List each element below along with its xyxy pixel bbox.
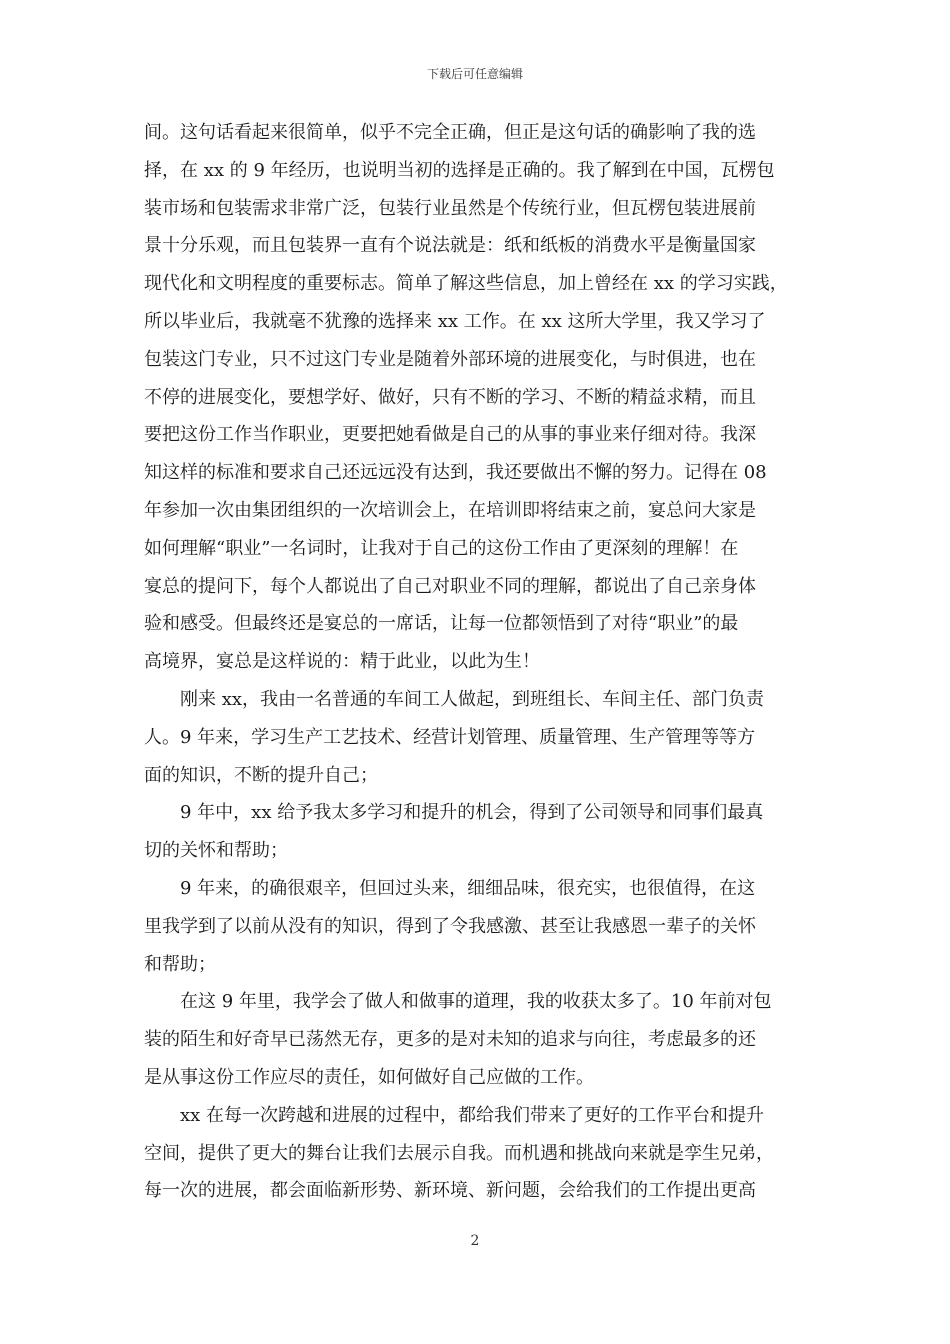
page-number: 2 bbox=[470, 1233, 480, 1249]
paragraph: 在这 9 年里，我学会了做人和做事的道理，我的收获太多了。10 年前对包 装的陌生和好奇早已荡然无存，更多的是对未知的追求与向往，考虑最多的还 是从事这份工作应尽的责任，如何做好自己应做的工作。 bbox=[144, 991, 772, 1088]
page-header: 下载后可任意编辑 bbox=[426, 67, 523, 81]
paragraph: 刚来 xx，我由一名普通的车间工人做起，到班组长、车间主任、部门负责 人。9 年来，学习生产工艺技术、经营计划管理、质量管理、生产管理等等方 面的知识，不断的提升自己； bbox=[144, 688, 765, 786]
document-body bbox=[144, 114, 808, 1210]
paragraph: 间。这句话看起来很简单，似乎不完全正确，但正是这句话的确影响了我的选 择，在 xx 的 9 年经历，也说明当初的选择是正确的。我了解到在中国，瓦楞包 装市场和包装需求非常广泛，包装行业虽然是个传统行业，但瓦楞包装进展前 景十分乐观，而且包装界一直有个说法就是：纸和纸板的消费水平是衡量国家 现代化和文明程度的重要标志。简单了解这些信息，加上曾经在 xx 的学习实践， 所以毕业后，我就毫不犹豫的选择来 xx 工作。在 xx 这所大学里，我又学习了 包装这门专业，只不过这门专业是随着外部环境的进展变化，与时俱进，也在 不停的进展变化，要想学好、做好，只有不断的学习、不断的精益求精，而且 要把这份工作当作职业，更要把她看做是自己的从事的事业来仔细对待。我深 知这样的标准和要求自己还远远没有达到，我还要做出不懈的努力。记得在 08 年参加一次由集团组织的一次培训会上，在培训即将结束之前，宴总问大家是 如何理解“职业”一名词时，让我对于自己的这份工作由了更深刻的理解！在 宴总的提问下，每个人都说出了自己对职业不同的理解，都说出了自己亲身体 验和感受。但最终还是宴总的一席话，让每一位都领悟到了对待“职业”的最 高境界，宴总是这样说的：精于此业，以此为生！ bbox=[144, 122, 788, 673]
paragraph: 9 年来，的确很艰辛，但回过头来，细细品味，很充实，也很值得，在这 里我学到了以前从没有的知识，得到了令我感激、甚至让我感恩一辈子的关怀 和帮助； bbox=[144, 877, 756, 975]
paragraph: xx 在每一次跨越和进展的过程中，都给我们带来了更好的工作平台和提升 空间，提供了更大的舞台让我们去展示自我。而机遇和挑战向来就是孪生兄弟， 每一次的进展，都会面临新形势、新环境、新问题，会给我们的工作提出更高 bbox=[144, 1104, 774, 1202]
paragraph: 9 年中，xx 给予我太多学习和提升的机会，得到了公司领导和同事们最真 切的关怀和帮助； bbox=[144, 802, 764, 862]
